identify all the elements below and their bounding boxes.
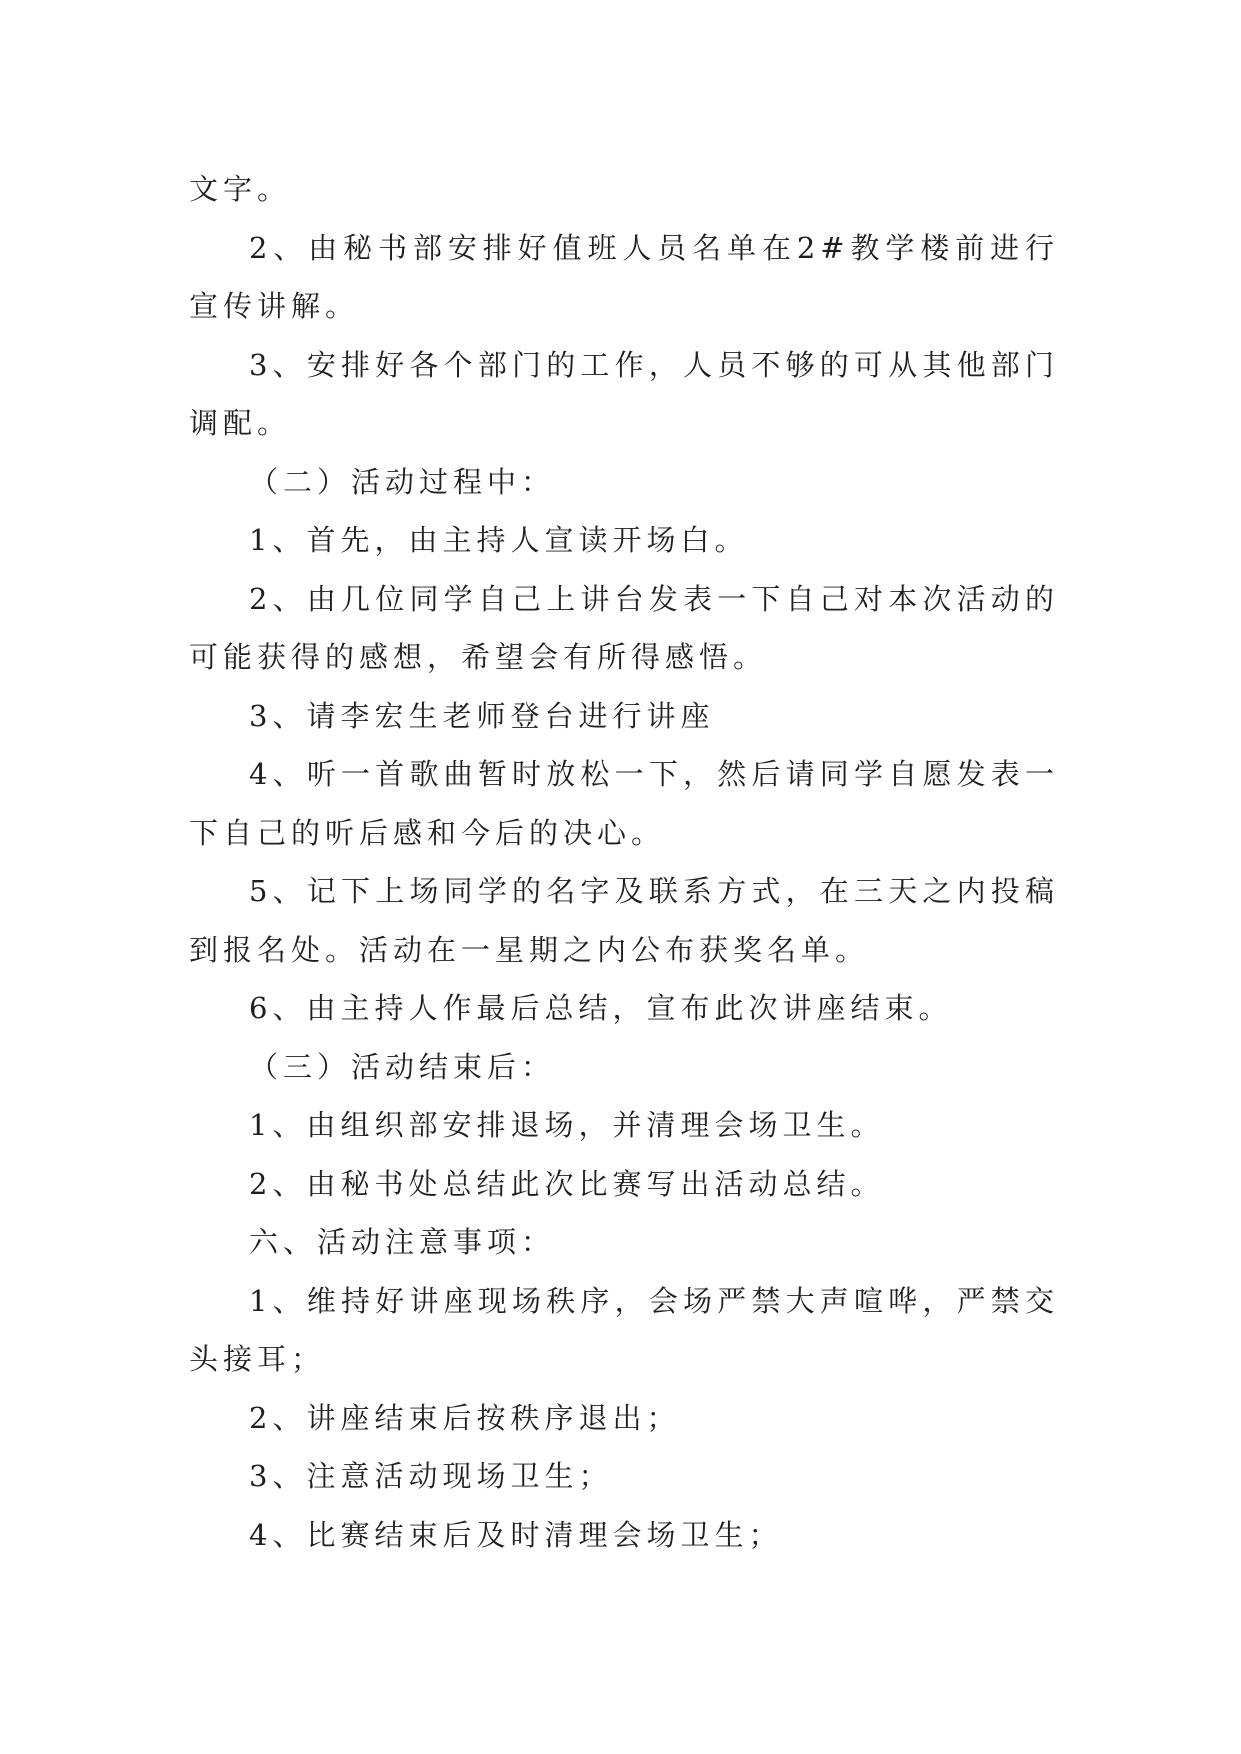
paragraph-after-1-exit: 1、由组织部安排退场，并清理会场卫生。 xyxy=(249,1108,885,1142)
paragraph-item-2-publicity: 2、由秘书部安排好值班人员名单在2#教学楼前进行宣传讲解。 xyxy=(189,230,1059,323)
paragraph-step-1-opening: 1、首先，由主持人宣读开场白。 xyxy=(249,523,749,557)
paragraph-step-3-lecture: 3、请李宏生老师登台进行讲座 xyxy=(249,698,715,733)
paragraph-step-5-contact: 5、记下上场同学的名字及联系方式，在三天之内投稿到报名处。活动在一星期之内公布获奖名单。 xyxy=(189,874,1059,967)
paragraph-step-4-song: 4、听一首歌曲暂时放松一下，然后请同学自愿发表一下自己的听后感和今后的决心。 xyxy=(189,757,1059,850)
paragraph-item-3-departments: 3、安排好各个部门的工作，人员不够的可从其他部门调配。 xyxy=(189,347,1059,440)
paragraph-step-6-summary: 6、由主持人作最后总结，宣布此次讲座结束。 xyxy=(249,991,953,1025)
document-body xyxy=(189,160,1059,1564)
paragraph-step-2-students-speak: 2、由几位同学自己上讲台发表一下自己对本次活动的可能获得的感想，希望会有所得感悟。 xyxy=(189,581,1059,674)
paragraph-note-3-hygiene: 3、注意活动现场卫生； xyxy=(249,1459,613,1493)
section-heading-notes: 六、活动注意事项： xyxy=(249,1225,556,1259)
paragraph-continuation: 文字。 xyxy=(189,172,292,206)
paragraph-note-2-exit: 2、讲座结束后按秩序退出； xyxy=(249,1400,681,1435)
section-heading-during-activity: （二）活动过程中： xyxy=(249,464,556,499)
section-heading-after-activity: （三）活动结束后： xyxy=(249,1049,556,1084)
paragraph-after-2-report: 2、由秘书处总结此次比赛写出活动总结。 xyxy=(249,1166,885,1201)
paragraph-note-1-order: 1、维持好讲座现场秩序，会场严禁大声喧哗，严禁交头接耳； xyxy=(189,1283,1059,1376)
paragraph-note-4-cleanup: 4、比赛结束后及时清理会场卫生； xyxy=(249,1517,783,1552)
